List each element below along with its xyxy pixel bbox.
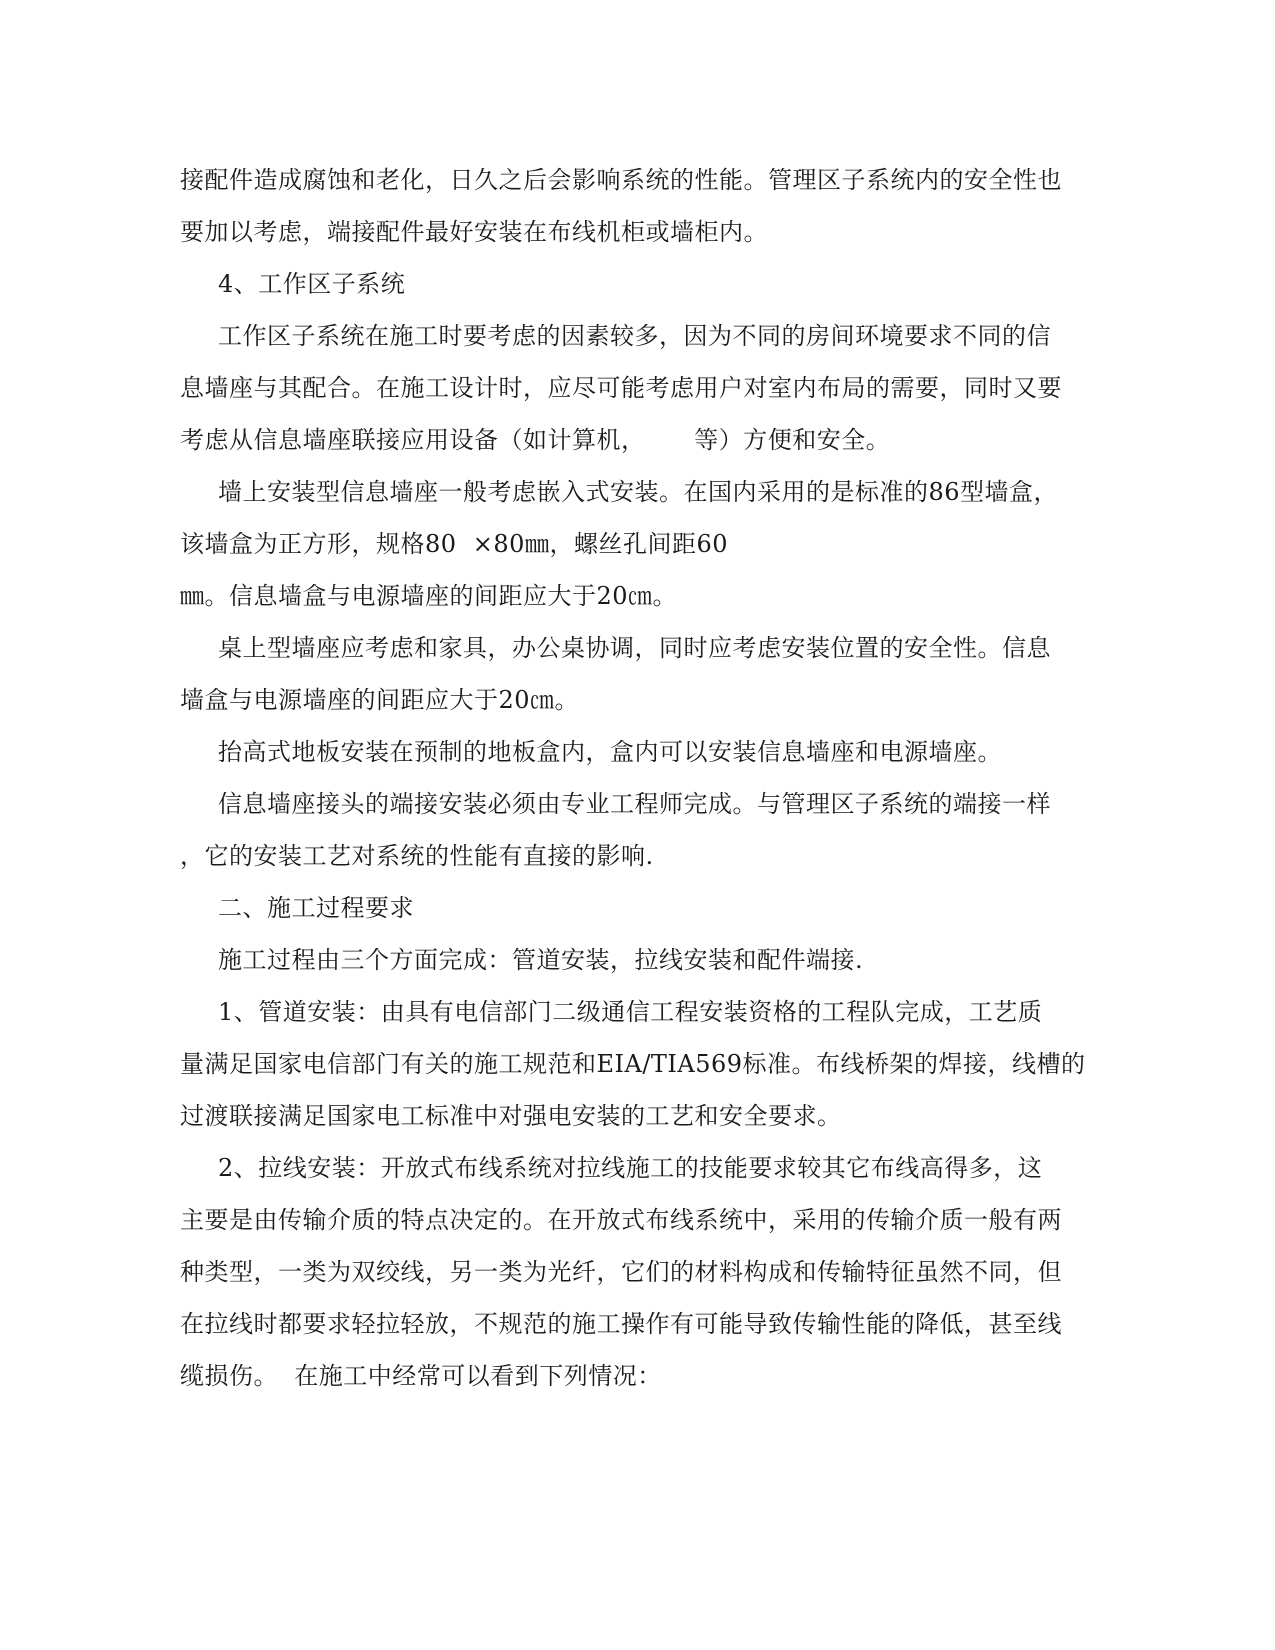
text-line: 墙盒与电源墙座的间距应大于20㎝。 — [180, 686, 580, 714]
text-line: ，它的安装工艺对系统的性能有直接的影响. — [180, 842, 654, 870]
text-line: 接配件造成腐蚀和老化，日久之后会影响系统的性能。管理区子系统内的安全性也 — [180, 166, 1062, 194]
text-line: 施工过程由三个方面完成：管道安装，拉线安装和配件端接. — [218, 946, 864, 974]
text-line: 在拉线时都要求轻拉轻放，不规范的施工操作有可能导致传输性能的降低，甚至线 — [180, 1310, 1062, 1338]
text-line: 缆损伤。 在施工中经常可以看到下列情况： — [180, 1362, 662, 1390]
text-line: 量满足国家电信部门有关的施工规范和EIA/TIA569标准。布线桥架的焊接，线槽的 — [180, 1050, 1086, 1078]
text-line: 2、拉线安装：开放式布线系统对拉线施工的技能要求较其它布线高得多，这 — [218, 1154, 1043, 1182]
text-line: 要加以考虑，端接配件最好安装在布线机柜或墙柜内。 — [180, 218, 768, 246]
text-line: 1、管道安装：由具有电信部门二级通信工程安装资格的工程队完成，工艺质 — [218, 998, 1043, 1026]
text-line: 信息墙座接头的端接安装必须由专业工程师完成。与管理区子系统的端接一样 — [218, 790, 1051, 818]
section-heading: 4、工作区子系统 — [218, 270, 406, 298]
text-line: 该墙盒为正方形，规格80 ×80㎜，螺丝孔间距60 — [180, 530, 728, 558]
text-line: 息墙座与其配合。在施工设计时，应尽可能考虑用户对室内布局的需要，同时又要 — [180, 374, 1062, 402]
text-line: ㎜。信息墙盒与电源墙座的间距应大于20㎝。 — [180, 582, 678, 610]
text-line: 墙上安装型信息墙座一般考虑嵌入式安装。在国内采用的是标准的86型墙盒， — [218, 478, 1059, 506]
text-line: 过渡联接满足国家电工标准中对强电安装的工艺和安全要求。 — [180, 1102, 842, 1130]
text-line: 抬高式地板安装在预制的地板盒内，盒内可以安装信息墙座和电源墙座。 — [218, 738, 1002, 766]
text-line: 种类型，一类为双绞线，另一类为光纤，它们的材料构成和传输特征虽然不同，但 — [180, 1258, 1062, 1286]
text-line: 工作区子系统在施工时要考虑的因素较多，因为不同的房间环境要求不同的信 — [218, 322, 1051, 350]
text-line: 主要是由传输介质的特点决定的。在开放式布线系统中，采用的传输介质一般有两 — [180, 1206, 1062, 1234]
text-line: 考虑从信息墙座联接应用设备（如计算机， 等）方便和安全。 — [180, 426, 891, 454]
section-heading: 二、施工过程要求 — [218, 894, 414, 922]
text-line: 桌上型墙座应考虑和家具，办公桌协调，同时应考虑安装位置的安全性。信息 — [218, 634, 1051, 662]
